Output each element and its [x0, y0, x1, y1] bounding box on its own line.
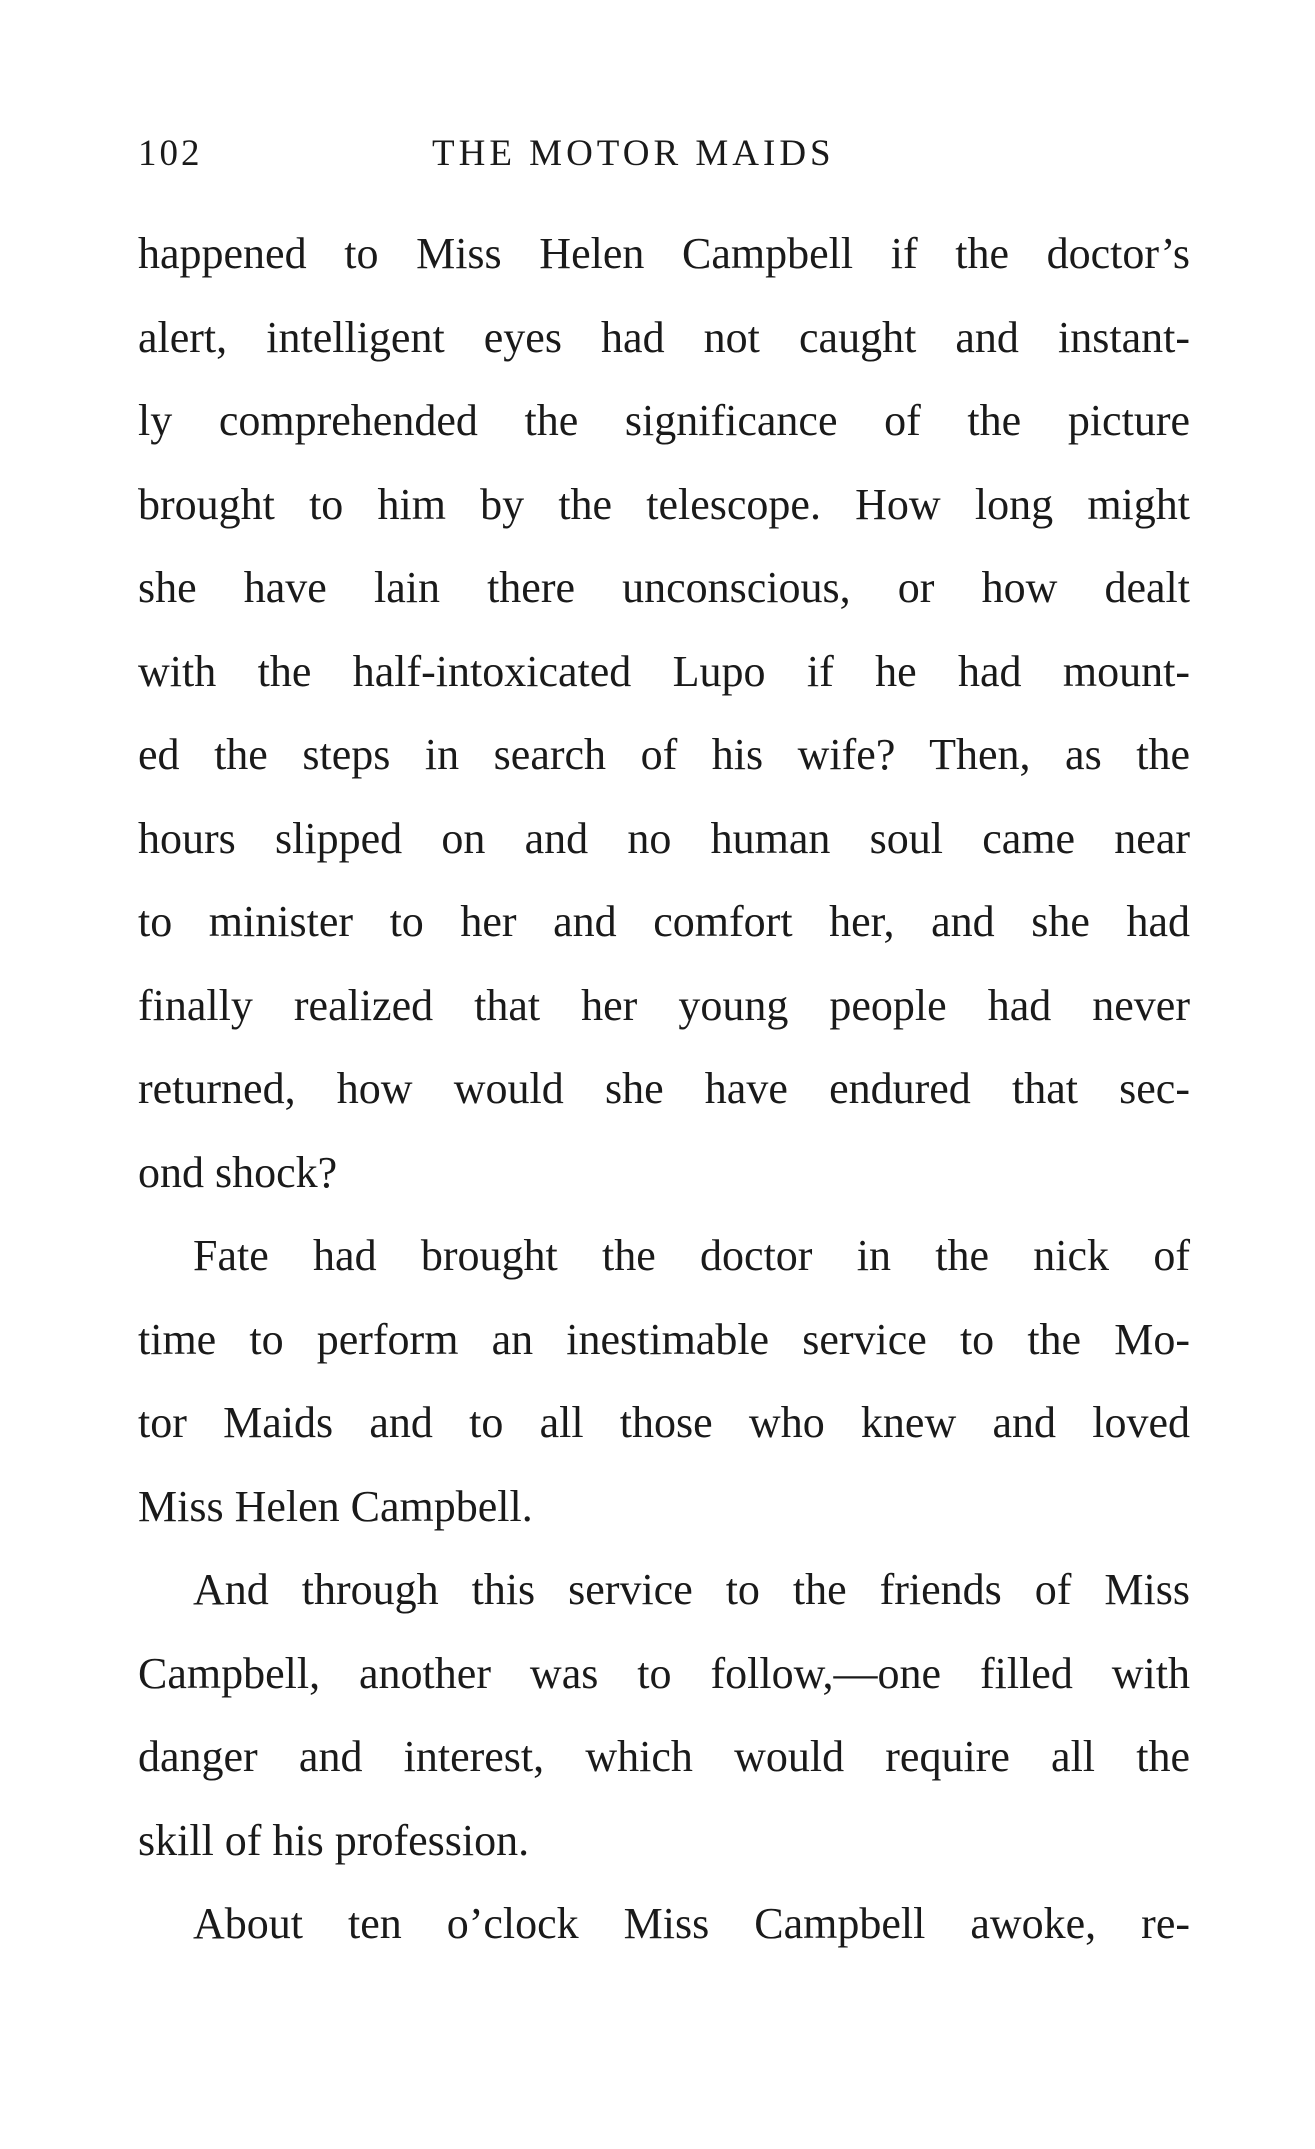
- text-line: with the half-intoxicated Lupo if he had mount-: [138, 646, 1190, 696]
- text-line: Fate had brought the doctor in the nick of: [193, 1231, 1190, 1280]
- text-line: tor Maids and to all those who knew and loved: [138, 1398, 1190, 1447]
- text-line: returned, how would she have endured that sec-: [138, 1064, 1190, 1113]
- text-line: hours slipped on and no human soul came near: [138, 813, 1190, 863]
- text-line: About ten o’clock Miss Campbell awoke, re-: [193, 1899, 1190, 1948]
- text-line: to minister to her and comfort her, and she had: [138, 897, 1190, 946]
- text-line: ed the steps in search of his wife? Then, as the: [138, 730, 1190, 779]
- text-line: finally realized that her young people had never: [138, 980, 1190, 1030]
- text-line: brought to him by the telescope. How long might: [138, 479, 1190, 529]
- text-line: alert, intelligent eyes had not caught and instant-: [138, 312, 1190, 362]
- text-line: Miss Helen Campbell.: [138, 1481, 533, 1531]
- page-number: 102: [138, 133, 203, 174]
- running-title: THE MOTOR MAIDS: [432, 133, 835, 174]
- text-line: time to perform an inestimable service to the Mo-: [138, 1314, 1190, 1364]
- running-head: [138, 132, 1193, 182]
- text-line: skill of his profession.: [138, 1815, 530, 1865]
- text-line: she have lain there unconscious, or how dealt: [138, 563, 1190, 612]
- body-text: [138, 212, 1190, 1966]
- text-line: happened to Miss Helen Campbell if the doctor’s: [138, 229, 1190, 278]
- text-line: danger and interest, which would require all the: [138, 1732, 1190, 1781]
- text-line: ond shock?: [138, 1147, 338, 1197]
- text-line: ly comprehended the significance of the picture: [138, 396, 1190, 445]
- text-line: And through this service to the friends of Miss: [193, 1565, 1190, 1614]
- text-line: Campbell, another was to follow,—one filled with: [138, 1648, 1190, 1698]
